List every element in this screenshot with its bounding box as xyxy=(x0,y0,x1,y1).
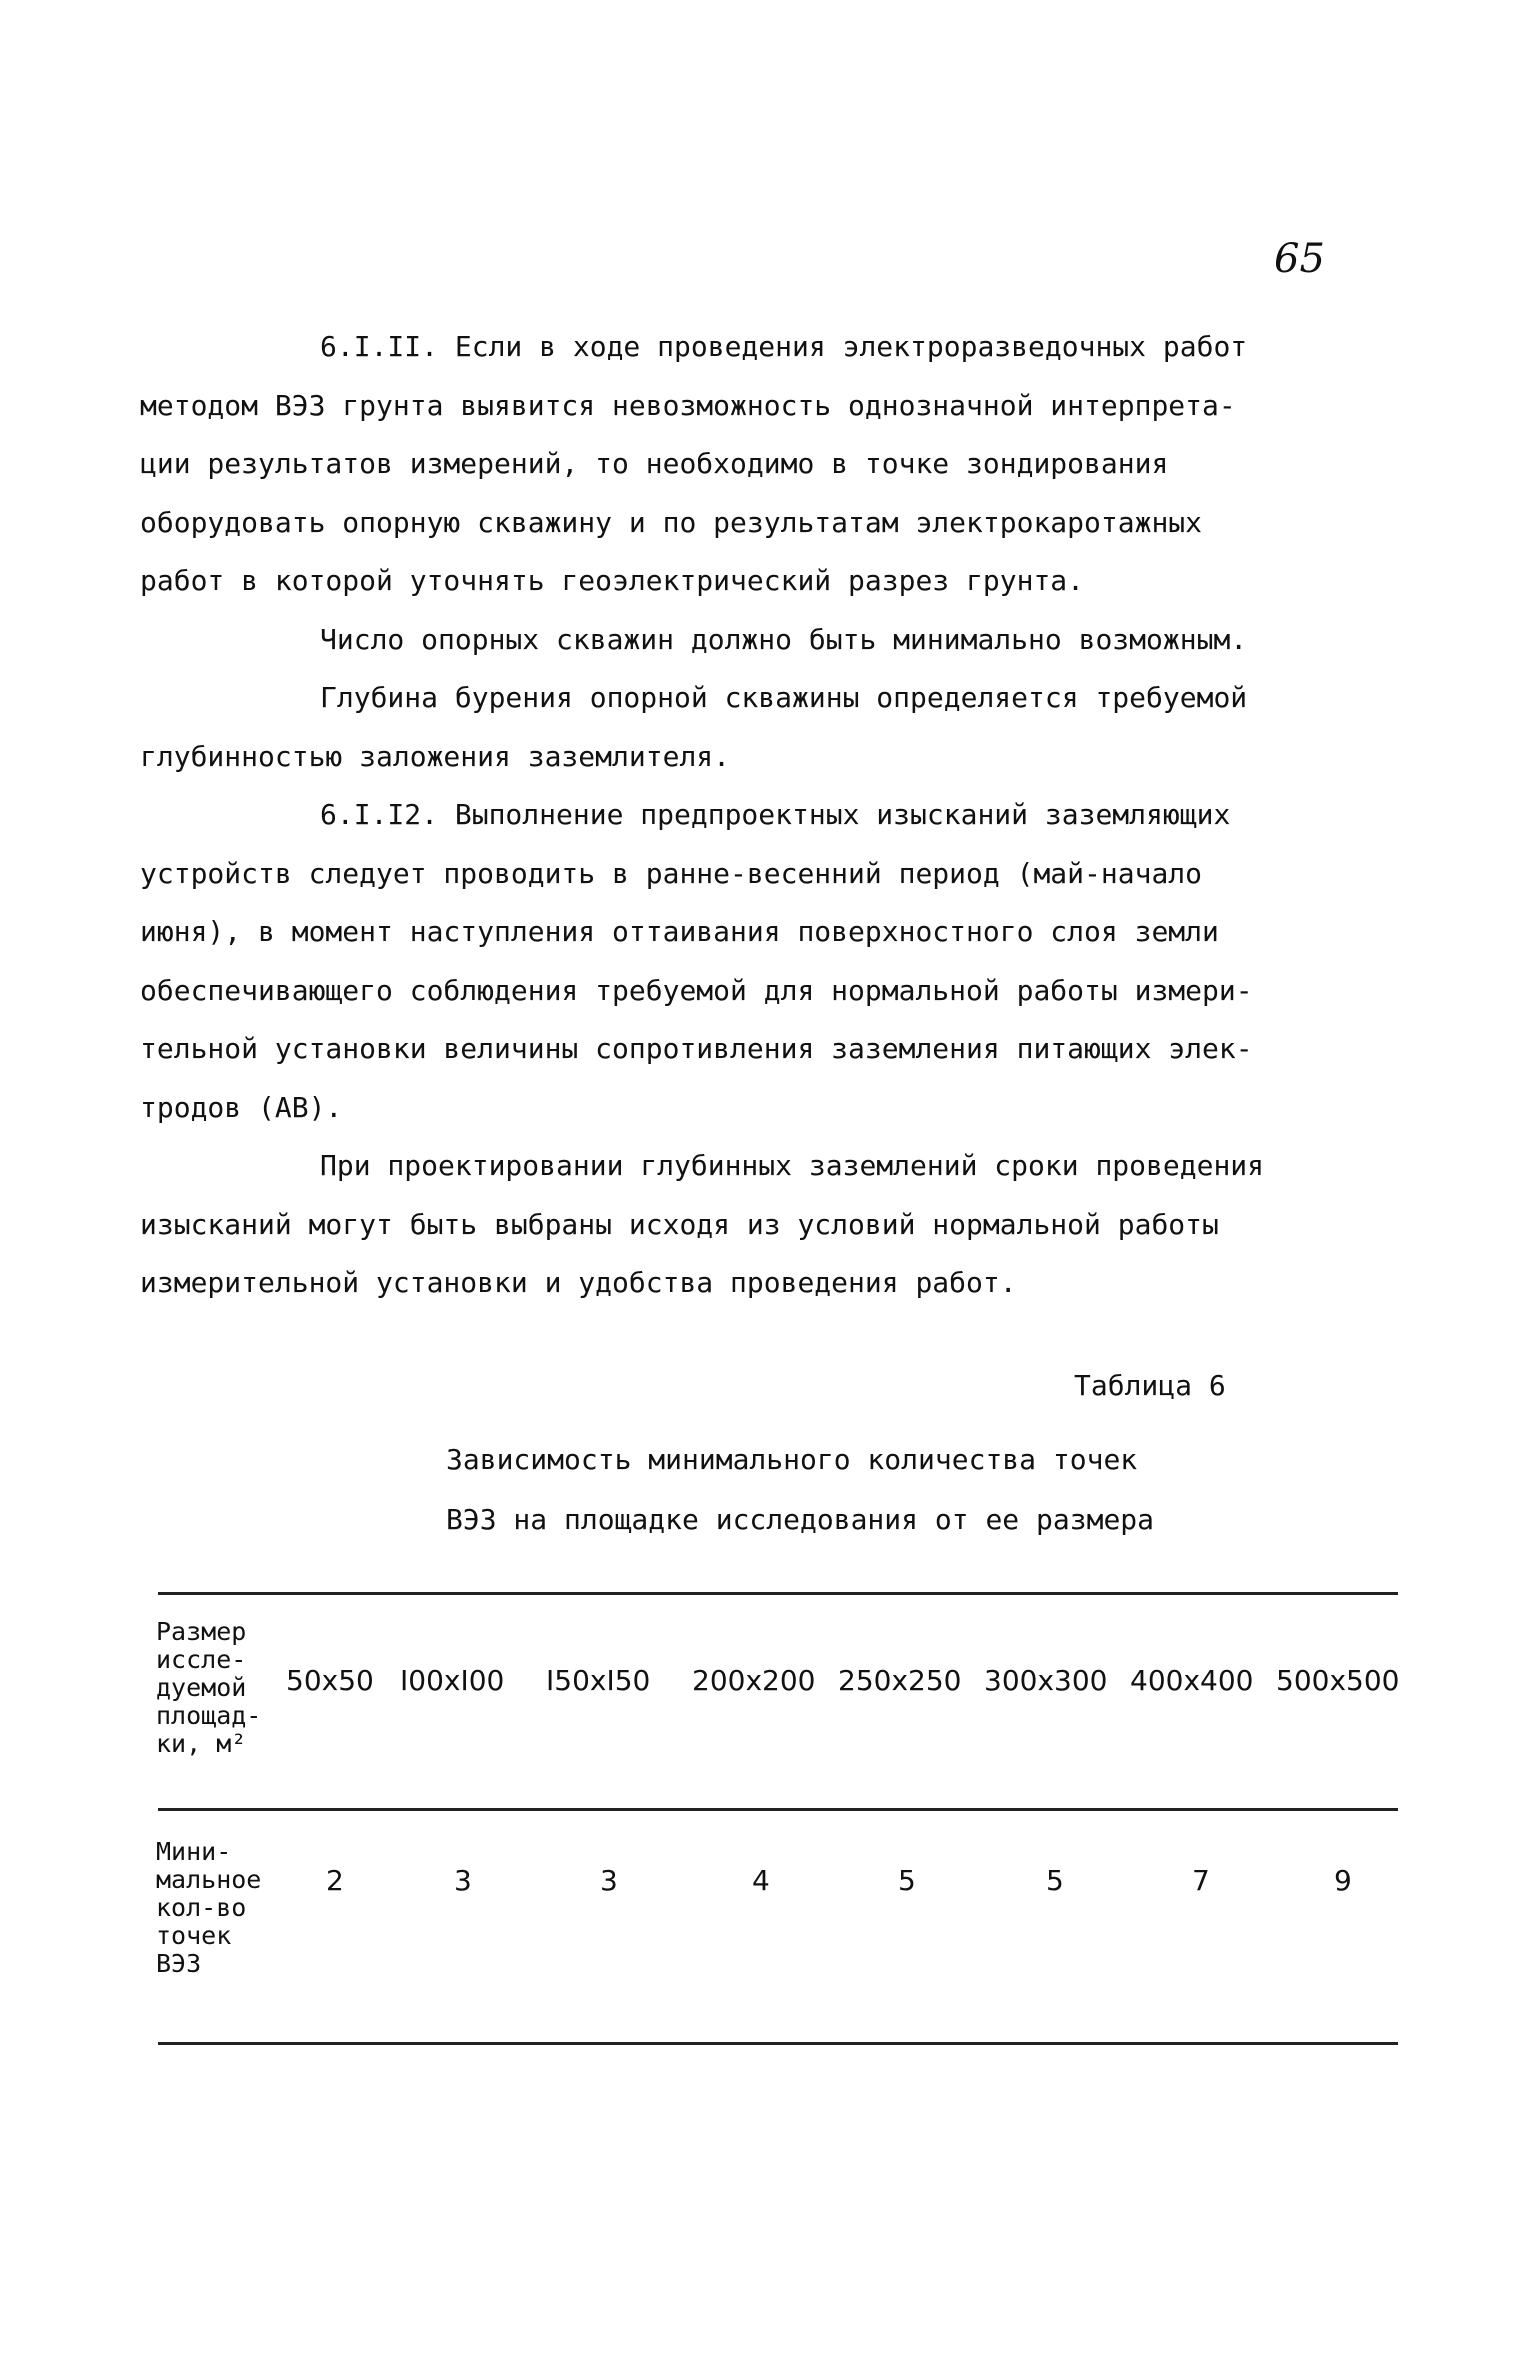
text-line: Глубина бурения опорной скважины определяется требуемой xyxy=(320,681,1248,714)
body-text xyxy=(140,318,1390,1313)
table-title xyxy=(446,1430,1246,1550)
text-line: устройств следует проводить в ранне-весенний период (май-начало xyxy=(140,856,1203,890)
size-cell: I00xI00 xyxy=(400,1664,505,1697)
text-line: 6.I.II. Если в ходе проведения электроразведочных работ xyxy=(320,330,1248,363)
row-header-size: Размер иссле- дуемой площад- ки, м² xyxy=(156,1617,262,1758)
count-cell: 3 xyxy=(600,1864,618,1897)
table-bottom-rule xyxy=(158,2042,1398,2045)
count-cell: 5 xyxy=(898,1864,916,1897)
page-number: 65 xyxy=(1274,236,1325,282)
text-line: измерительной установки и удобства проведения работ. xyxy=(140,1266,1017,1299)
size-cell: I50xI50 xyxy=(546,1664,651,1697)
text-line: ции результатов измерений, то необходимо в точке зондирования xyxy=(140,447,1169,480)
size-cell: 400x400 xyxy=(1130,1664,1254,1697)
text-line: 6.I.I2. Выполнение предпроектных изысканий заземляющих xyxy=(320,798,1231,831)
table-middle-rule xyxy=(158,1808,1398,1811)
count-cell: 3 xyxy=(454,1864,472,1897)
size-cell: 300x300 xyxy=(984,1664,1108,1697)
text-line: При проектировании глубинных заземлений сроки проведения xyxy=(320,1149,1265,1182)
text-line: тельной установки величины сопротивления заземления питающих элек- xyxy=(140,1032,1253,1065)
text-line: глубинностью заложения заземлителя. xyxy=(140,739,731,773)
table-title-line: ВЭЗ на площадке исследования от ее размера xyxy=(446,1503,1155,1536)
count-cell: 4 xyxy=(752,1864,770,1897)
text-line: Число опорных скважин должно быть минимально возможным. xyxy=(320,622,1248,656)
text-line: июня), в момент наступления оттаивания поверхностного слоя земли xyxy=(140,915,1219,948)
size-cell: 50x50 xyxy=(286,1664,374,1697)
table-label: Таблица 6 xyxy=(1074,1369,1226,1402)
size-cell: 500x500 xyxy=(1276,1664,1400,1697)
table-top-rule xyxy=(158,1592,1398,1595)
text-line: тродов (АВ). xyxy=(140,1090,343,1124)
table-title-line: Зависимость минимального количества точек xyxy=(446,1443,1138,1476)
size-cell: 200x200 xyxy=(692,1664,816,1697)
row-header-count: Мини- мальное кол-во точек ВЭЗ xyxy=(156,1837,262,1978)
count-cell: 2 xyxy=(326,1864,344,1897)
count-cell: 9 xyxy=(1334,1864,1352,1897)
count-cell: 5 xyxy=(1046,1864,1064,1897)
text-line: обеспечивающего соблюдения требуемой для нормальной работы измери- xyxy=(140,973,1253,1007)
text-line: методом ВЭЗ грунта выявится невозможность однозначной интерпрета- xyxy=(140,388,1236,422)
text-line: работ в которой уточнять геоэлектрический разрез грунта. xyxy=(140,564,1085,597)
text-line: изысканий могут быть выбраны исходя из условий нормальной работы xyxy=(140,1207,1219,1241)
text-line: оборудовать опорную скважину и по результатам электрокаротажных xyxy=(140,505,1203,539)
count-cell: 7 xyxy=(1192,1864,1210,1897)
size-cell: 250x250 xyxy=(838,1664,962,1697)
